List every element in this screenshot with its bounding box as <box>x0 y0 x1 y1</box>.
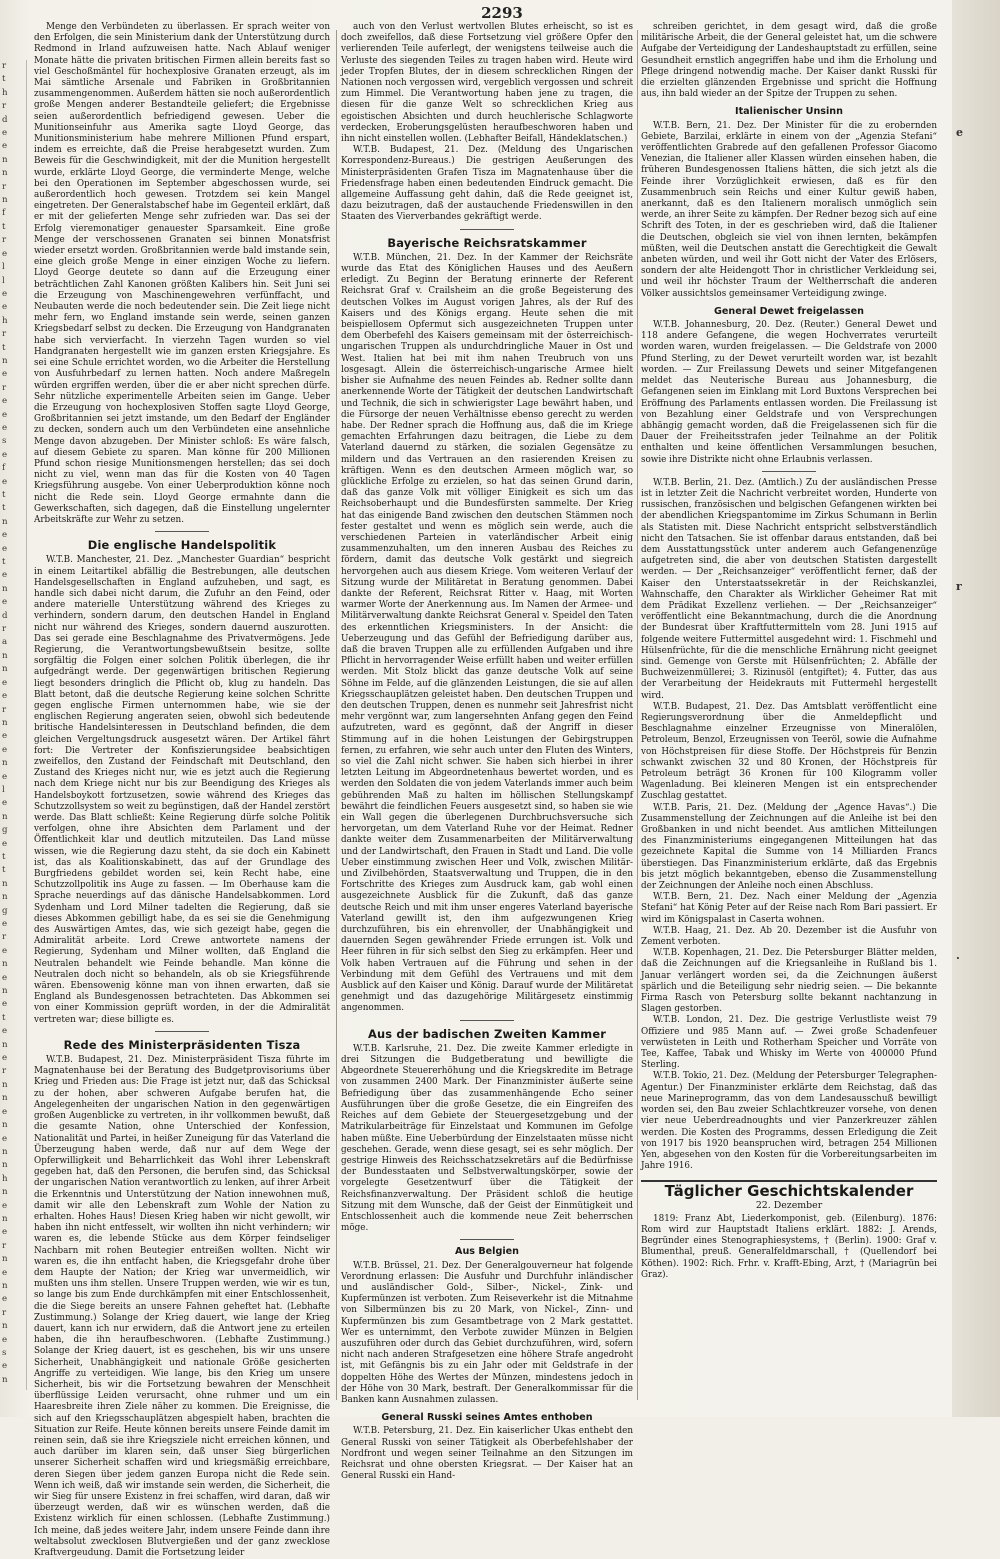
gutter-fragment: e <box>2 771 7 782</box>
gutter-fragment: n <box>2 195 8 206</box>
gutter-fragment: e <box>2 449 7 460</box>
gutter-fragment: r <box>2 181 6 192</box>
gutter-fragment: d <box>2 114 8 125</box>
gutter-fragment: r <box>2 329 6 340</box>
gutter-fragment: t <box>2 490 6 500</box>
gutter-fragment: e <box>2 530 7 541</box>
gutter-fragment: e <box>2 288 7 299</box>
news-note-berlin: W.T.B. Berlin, 21. Dez. (Amtlich.) Zu der ausländischen Presse ist in letzter Zeit die Nachricht verbreitet worden, Hunderte von russischen, französischen und belgischen Gefangenen wirkten bei der abendlichen Kriegspantomime im Zirkus Schumann in Berlin als Statisten mit. Diese Nachricht entspricht selbstverständlich nicht den Tatsachen. Sie ist offenbar daraus entstanden, daß bei dem Ausstattungsstück unter anderem auch Gefangenenzüge aufgetreten sind, die aber von deutschen Statisten dargestellt werden. — Der „Reichsanzeiger“ veröffentlicht ferner, daß der Kaiser den Unterstaatssekretär in der Reichskanzlei, Wahnschaffe, den Charakter als Wirklicher Geheimer Rat mit dem Prädikat Exzellenz verliehen. — Der „Reichsanzeiger“ veröffentlicht eine Bekanntmachung, durch die die Anordnung der Bundesrat über Kraftfuttermitteln vom 28. Juni 1915 auf folgende weitere Futtermittel ausgedehnt wird: 1. Fischmehl und Hülsenfrüchte, für die die menschliche Ernährung nicht geeignet sind. Gemenge von Gerste mit Hülsenfrüchten; 2. Abfälle der Buchweizenmüllerei; 3. Rizinusöl (entgiftet); 4. Futter, das aus der Verarbeitung der Heidekrauts mit Futtermehl hergestellt wird. <box>641 477 937 701</box>
news-note-london: W.T.B. London, 21. Dez. Die gestrige Verlustliste weist 79 Offiziere und 985 Mann auf. — Zwei große Schadenfeuer verwüsteten in Leith und Rotherham Speicher und Vorräte von Tee, Kaffee, Tabak und Whisky im Werte von 400000 Pfund Sterling. <box>641 1015 937 1071</box>
gutter-fragment: e <box>2 302 7 313</box>
gutter-fragment: n <box>2 1254 8 1265</box>
gutter-fragment: n <box>2 1146 8 1157</box>
gutter-fragment: n <box>2 664 8 675</box>
gutter-fragment: e <box>2 597 7 608</box>
gutter-fragment: t <box>2 851 6 862</box>
gutter-fragment: e <box>2 838 7 849</box>
column-rule-1 <box>336 30 337 1400</box>
gutter-fragment: e <box>2 476 7 487</box>
gutter-fragment: t <box>2 865 6 876</box>
gutter-fragment: e <box>2 1334 7 1345</box>
article-reichsratskammer-text: W.T.B. München, 21. Dez. In der Kammer der Reichsräte wurde das Etat des Königlichen Hauses und des Aeußern erledigt. Zu Beginn der Beratung erinnerte der Referent Reichsrat Graf v. Crailsheim an die große Begeisterung des deutschen Volkes im August vorigen Jahres, als der Ruf des Kaisers und des Königs ergang. Heute sehen die mit beispiellosem Opfermut sich ausgezeichneten Truppen unter dem Oberbefehl des Kaisers gemeinsam mit der österreichisch-ungarischen Truppen als undurchdringliche Mauer in Ost und West. Italien hat bei mit ihm nahen Treubruch von uns losgesagt. Allein die österreichisch-ungarische Armee hielt bisher sie Aufnahme des neuen Feindes ab. Redner sollte dann anerkennende Worte der Tätigkeit der deutschen Landwirtschaft und Technik, die sich in schwierigster Lage bewährt haben, und die Fürsorge der neuen Verhältnisse ebenso gerecht zu werden habe. Der Redner sprach die Hoffnung aus, daß die im Kriege gemachten Erfahrungen dazu beitragen, die Liebe zu dem Vaterland dauernd zu stärken, die sozialen Gegensätze zu mildern und das Vertrauen an den rasierenden Kreisen zu kräftigen. Wenn es den deutschen Armeen möglich war, so glückliche Erfolge zu erzielen, so hat das seinen Grund darin, daß das ganze Volk mit völliger Einigkeit es sich um das Reichsoberhaupt und die Bundesfürsten sammelte. Der Krieg hat das einigende Band zwischen den deutschen Stämmen noch fester gestaltet und wenn es möglich sein werde, auch die verschiedenen Parteien in vaterländischer Arbeit einig zusammenzuhalten, um den inneren Ausbau des Reiches zu fördern, damit das deutsche Volk gestärkt und siegreich hervorgehen auch aus diesem Kriege. Vom weiteren Verlauf der Sitzung wurde der Militäretat in Beratung genommen. Dabei dankte der Referent, Reichsrat Ritter v. Haag, mit Worten warmer Worte der Anerkennung aus. Im Namen der Armee- und Militärverwaltung dankte Reichsrat General v. Speidel den Taten des erkenntlichen Kriegsministers. In der Ansicht: die Ueberzeugung und das Gefühl der Befriedigung darüber aus, daß die braven Truppen alle zu erfüllenden Aufgaben und ihre Pflicht in hervorragender Weise erfüllt haben und weiter erfüllen werden. Mit Stolz blickt das ganze deutsche Volk auf seine Söhne im Felde, auf die glänzenden Leistungen, die sie auf allen Kriegsschauplätzen geleistet haben. Den deutschen Truppen und den deutschen Truppen, denen es nunmehr seit Jahresfrist nicht mehr vergönnt war, zum langersehnten Anfang gegen den Feind aufzutreten, ward es gegönnt, daß der Angriff in dieser Stimmung auf in die hohen Leistungen der Gebirgstruppen fernen, zu erfahren, wie sehr auch unter den Fluten des Winters, so viel die Zahl nicht schwer. Sie haben sich hierbei in ihrer letzten Leitung im Abgeordnetenhaus bewertet worden, und es werden den Soldaten die von jedem Vaterlands immer auch beim gebührenden Maß zu halten im höllischen Stellungskampf bewährt die feindlichen Feuers ausgesetzt sind, so haben sie wie ein Wall gegen die überlegenen Durchbruchsversuche sich hervorgetan, um dem Vaterland Ruhe vor der Heimat. Redner dankte weiter dem Zusammenarbeiten der Militärverwaltung und der Landwirtschaft, den Frauen in Stadt und Land. Die volle Ueber einstimmung zwischen Heer und Volk, zwischen Militär- und Zivilbehörden, Staatsverwaltung und Truppen, die in den Fortschritte des Krieges zum Ausdruck kam, gab wohl einen ausgezeichnete Ausblick für die Zukunft, daß das ganze deutsche Reich und mit ihm unser engeres Vaterland bayerische Vaterland gewillt ist, den ihm aufgezwungenen Krieg durchzuführen, bis ein ehrenvoller, der Unabhängigkeit und dauernden Segen gewährender Friede errungen ist. Volk und Heer führen in für sich selbst den Sieg zu erkämpfen. Heer und Volk haben Vertrauen auf die Führung und sehen in der Verbindung mit dem Gefühl des Vertrauens und mit dem Ausblick auf den Kaiser und König. Darauf wurde der Militäretat genehmigt und das dazugehörige Militärgesetz einstimmig angenommen. <box>341 252 633 1014</box>
gutter-fragment: n <box>2 758 8 769</box>
gutter-fragment: e <box>2 141 7 152</box>
article-budapest-korrespondenz: W.T.B. Budapest, 21. Dez. (Meldung des Ungarischen Korrespondenz-Bureaus.) Die gestrigen Aeußerungen des Ministerpräsidenten Grafen Tisza im Magnatenhause über die Friedensfrage haben einen bedeutenden Eindruck gemacht. Die allgemeine Auffassung geht dahin, daß die Rede geeignet ist, dazu beizutragen, daß der austauchende Friedenswillen in den Staaten des Vierverbandes gekräftigt werde. <box>341 145 633 223</box>
gutter-fragment: e <box>2 248 7 259</box>
gutter-fragment: r <box>2 932 6 943</box>
gutter-fragment: t <box>2 221 6 232</box>
gutter-fragment: l <box>2 275 5 286</box>
gutter-fragment: e <box>2 1361 7 1372</box>
headline-belgien: Aus Belgien <box>455 1246 519 1258</box>
calendar-entries: 1819: Franz Abt, Liederkomponist, geb. (Eilenburg). 1876: Rom wird zur Hauptstadt Italiens erklärt. 1882: J. Arends, Begründer eines Stenographiesystems, † (Berlin). 1900: Graf v. Blumenthal, preuß. Generalfeldmarschall, † (Quellendorf bei Köthen). 1902: Rich. Frhr. v. Krafft-Ebing, Arzt, † (Mariagrün bei Graz). <box>641 1213 937 1280</box>
gutter-fragment: l <box>2 262 5 273</box>
column-1 <box>34 22 330 1559</box>
gutter-fragment: e <box>2 1267 7 1278</box>
gutter-fragment: n <box>2 1280 8 1291</box>
headline-italien: Italienischer Unsinn <box>735 106 843 118</box>
gutter-fragment: e <box>2 409 7 420</box>
page-number: 2293 <box>481 4 523 22</box>
article-handelspolitik-text: W.T.B. Manchester, 21. Dez. „Manchester Guardian“ bespricht in einem Leitartikel abfällig die Bestrebungen, alle deutschen Handelsgesellschaften in England aufzuheben, und sagt, es handle sich dabei nicht darum, die Zufuhr an den Feind, oder andere materielle Unterstützung während des Krieges zu verhindern, sondern darum, den deutschen Handel in England nicht nur während des Krieges, sondern dauernd auszurotten. Das sei gerade eine Beschlagnahme des Privatvermögens. Jede Regierung, die Verantwortungsbewußtsein besitze, sollte sorgfältig die Folgen einer solchen Politik überlegen, die ihr aufgedrängt werde. Der gegenwärtigen britischen Regierung liegt besonders dringlich die Pflicht ob, klug zu handeln. Das Blatt betont, daß die deutsche Regierung keine solchen Schritte gegen englische Firmen unternommen habe, wie sie der englischen Regierung angeraten seien, obwohl sich bedeutende britische Handelsinteressen in Deutschland befinden, die dem gleichen Vergeltungsdruck ausgesetzt wären. Der Artikel fährt fort: Die Vertreter der Konfiszierungsidee beabsichtigen zweifellos, den Zustand der Feindschaft mit Deutschland, den Zustand des Krieges nicht nur, wie es jetzt auch die Regierung nach dem Kriege nicht nur bis zur Beendigung des Krieges als Handelsboykott fortzusetzen, sowie während des Krieges das Schutzzollsystem so weit zu begünstigen, daß der Handel zerstört werde. Das Blatt schließt: Keine Regierung dürfe solche Politik verfolgen, ohne ihre Absichten dem Parlament und der Öffentlichkeit klar und deutlich mitzuteilen. Das Land müsse wissen, wie die Regierung dazu steht, da sie doch ein Kabinett ist, das als Koalitionskabinett, das auf der Grundlage des Burgfriedens gebildet worden sei, kein Recht habe, eine Schutzzollpolitik ins Auge zu fassen. — Im Oberhause kam die Sprache neuerdings auf das dänische Handelsabkommen. Lord Sydenham und Lord Milner tadelten die Regierung, daß sie dieses Abkommen gebilligt habe, da es sei sie die Genehmigung des Auswärtigen Amtes, das, wie sich gezeigt habe, gegen die Admiralität arbeite. Lord Crewe antwortete namens der Regierung, Sydenham und Milner wollten, daß England die Neutralen behandelt wie Feinde behandle. Man könne die Neutralen doch nicht so behandeln, als ob sie Kriegsführende wären. Ebensowenig könne man von ihnen erwarten, daß sie England als Bundesgenossen betrachteten. Das Abkommen sei von einer Kommission geprüft worden, in der die Admiralität vertreten war; diese billigte es. <box>34 555 330 1025</box>
article-tisza-continued: auch von den Verlust wertvollen Blutes erheischt, so ist es doch zweifellos, daß diese Fortsetzung viel größere Opfer den verlierenden Teile auferlegt, der wenigstens teilweise auch die Verluste des siegenden Teiles zu tragen haben wird. Heute wird jeder Tropfen Blutes, der in diesem schrecklichen Ringen der Nationen noch vergossen wird, vergeblich vergossen und schreit zum Himmel. Die Verantwortung haben jene zu tragen, die diesen für die ganze Welt so schrecklichen Krieg aus egoistischen Absichten und durch heuchlerische Schlagworte verdecken, Eroberungsgelüsten heraufbeschworen haben und ihn nicht einstellen wollen. (Lebhafter Beifall, Händeklatschen.) <box>341 22 633 145</box>
headline-badische-kammer: Aus der badischen Zweiten Kammer <box>367 1026 607 1041</box>
gutter-fragment: t <box>2 503 6 514</box>
column-3 <box>641 22 937 1407</box>
edge-fragment: e <box>956 126 963 139</box>
gutter-fragment: d <box>2 610 8 621</box>
gutter-fragment: r <box>2 1066 6 1077</box>
gutter-fragment: n <box>2 583 8 594</box>
article-russki-text: W.T.B. Petersburg, 21. Dez. Ein kaiserlicher Ukas enthebt den General Russki von seiner Tätigkeit als Oberbefehlshaber der Nordfront und wegen seiner Teilnahme an den Sitzungen im Reichsrat und ohne obersten Kriegsrat. — Der Kaiser hat an General Russki ein Hand- <box>341 1426 633 1482</box>
gutter-fragment: e <box>2 422 7 433</box>
gutter-fragment: e <box>2 1053 7 1064</box>
gutter-fragment: n <box>2 811 8 822</box>
gutter-fragment: n <box>2 1374 8 1385</box>
gutter-fragment: e <box>2 691 7 702</box>
divider <box>155 1031 209 1032</box>
gutter-fragment: r <box>2 61 6 71</box>
gutter-fragment: e <box>2 731 7 742</box>
gutter-fragment: e <box>2 570 7 581</box>
gutter-fragment: n <box>2 1120 8 1131</box>
gutter-fragment: n <box>2 986 8 997</box>
divider <box>460 1239 514 1240</box>
article-badische-kammer-text: W.T.B. Karlsruhe, 21. Dez. Die zweite Kammer erledigte in drei Sitzungen die Budgetberatung und bewilligte die Abgeordnete Steuererhöhung und die Kriegskredite im Betrage von zusammen 2400 Mark. Der Finanzminister äußerte seine Befriedigung über das zusammenhängende Echo seiner Ausführungen über die große Gesetze, die ein Eingreifen des Reiches auf dem Gebiete der Steuergesetzgebung und der Matrikularbeiträge für Einzelstaat und Kommunen im Gefolge haben müßte. Eine Ueberbürdung der Einzelstaaten müsse nicht geschehen. Gerade, wenn diese gesagt, sei es sehr möglich. Der gestrige Hinweis des Reichsschatzsekretärs auf die Bedürfnisse der Bundesstaaten und Selbstverwaltungskörper, sowie der vorgelegte Gesetzentwurf über die Tätigkeit der Reichsfinanzverwaltung. Der Präsident schloß die heutige Sitzung mit dem Wunsche, daß der Geist der Einmütigkeit und Entschlossenheit auch die kommende neue Zeit beherrschen möge. <box>341 1043 633 1234</box>
gutter-fragment: a <box>2 637 7 648</box>
news-note-bern: W.T.B. Bern, 21. Dez. Nach einer Meldung der „Agenzia Stefani“ hat König Peter auf der Reise nach Rom Bari passiert. Er wird im Königspalast in Caserta wohnen. <box>641 892 937 925</box>
gutter-fragment: e <box>2 999 7 1010</box>
news-note-haag: W.T.B. Haag, 21. Dez. Ab 20. Dezember ist die Ausfuhr von Zement verboten. <box>641 925 937 948</box>
column-2 <box>341 22 633 1482</box>
gutter-fragment: n <box>2 878 8 889</box>
next-page-edge <box>952 0 1000 1417</box>
gutter-fragment: e <box>2 369 7 380</box>
gutter-fragment: n <box>2 168 8 179</box>
calendar-title: Täglicher Geschichtskalender <box>664 1182 914 1201</box>
gutter-fragment: t <box>2 1012 6 1023</box>
gutter-fragment: e <box>2 1200 7 1211</box>
gutter-fragment: e <box>2 919 7 929</box>
column-rule-2 <box>637 30 638 1400</box>
news-note-kopenhagen: W.T.B. Kopenhagen, 21. Dez. Die Petersburger Blätter melden, daß die Zeichnungen auf die Kriegsanleihe in Rußland bis 1. Januar verlängert worden sei, da die Zeichnungen äußerst spärlich und die Beteiligung sehr niedrig seien. — Die bekannte Firma Rasch von Petersburg sollte bekannt nachtanzung in Slagen gestorben. <box>641 948 937 1015</box>
gutter-fragment: r <box>2 1240 6 1251</box>
divider <box>460 1020 514 1021</box>
gutter-fragment: e <box>2 798 7 809</box>
gutter-fragment: t <box>2 342 6 353</box>
gutter-fragment: n <box>2 1039 8 1050</box>
edge-fragment: r <box>956 580 962 593</box>
gutter-fragment: l <box>2 784 5 795</box>
gutter-fragment: e <box>2 677 7 688</box>
gutter-fragment: n <box>2 1079 8 1090</box>
gutter-fragment: s <box>2 436 7 447</box>
news-note-budapest: W.T.B. Budapest, 21. Dez. Das Amtsblatt veröffentlicht eine Regierungsverordnung über die Anmeldepflicht und Beschlagnahme einzelner Erzeugnisse von Mineralölen, Petroleum, Benzol, Erzeugnissen von Teeröl, sowie die Aufnahme von Höchstpreisen für diese Stoffe. Der Höchstpreis für Benzin schwankt zwischen 32 und 80 Kronen, der Höchstpreis für Petroleum beträgt 36 Kronen für 100 Kilogramm voller Wagenladung. Bei kleineren Mengen ist ein entsprechender Zuschlag gestattet. <box>641 701 937 802</box>
gutter-fragment: s <box>2 1348 7 1358</box>
gutter-fragment: n <box>2 892 8 903</box>
gutter-fragment: n <box>2 1160 8 1171</box>
calendar-date: 22. Dezember <box>755 1199 823 1211</box>
gutter-fragment: n <box>2 154 8 165</box>
gutter-fragment: e <box>2 128 7 139</box>
gutter-fragment: n <box>2 1093 8 1104</box>
gutter-fragment: f <box>2 463 5 474</box>
gutter-fragment: n <box>2 1321 8 1332</box>
article-russki-continued: schreiben gerichtet, in dem gesagt wird, daß die große militärische Arbeit, die der General geleistet hat, um die schwere Aufgabe der Verteidigung der Landeshauptstadt zu erfüllen, seine Gesundheit ernstlich angegriffen habe und ihm die Erholung und Pflege dringend notwendig mache. Der Kaiser dankt Russki für die erzielten glänzenden Ergebnisse und spricht die Hoffnung aus, ihn bald wieder an der Spitze der Truppen zu sehen. <box>641 22 937 100</box>
gutter-fragment: f <box>2 208 5 219</box>
gutter-fragment: n <box>2 1213 8 1224</box>
headline-tisza: Rede des Ministerpräsidenten Tisza <box>63 1037 301 1052</box>
news-note-paris: W.T.B. Paris, 21. Dez. (Meldung der „Agence Havas“.) Die Zusammenstellung der Zeichnungen auf die Anleihe ist bei den Großbanken in und nicht beendet. Aus amtlichen Mitteilungen des Finanzministeriums eingegangenen Mitteilungen hat das gezeichnete Kapital die Summe von 14 Milliarden Francs überstiegen. Das Finanzministerium erklärte, daß das Ergebnis bis jetzt möglich bekanntgeben, ebenso die Zusammenstellung der Zeichnungen der Anleihe noch einen Abschluss. <box>641 802 937 892</box>
headline-dewet: General Dewet freigelassen <box>714 305 864 317</box>
gutter-fragment: n <box>2 355 8 366</box>
article-tisza-text: W.T.B. Budapest, 21. Dez. Ministerpräsident Tisza führte im Magnatenhause bei der Beratung des Budgetprovisoriums über Krieg und Frieden aus: Die Frage ist jetzt nur, daß das Schicksal zu der hohen, aber schweren Aufgabe berufen hat, die Angelegenheiten der ungarischen Nation in den gegenwärtigen großen Augenblicke zu vertreten, in ihr vollkommen bewußt, daß die gesamte Nation, ohne Unterschied der Konfession, Nationalität und Partei, in heißer Zuneigung für das Vaterland die Überzeugung haben werde, daß nur auf dem Wege der Opferwilligkeit und Beharrlichkeit das Wohl ihrer Lebenskraft gegeben hat, daß den Personen, die berufen sind, das Schicksal der ungarischen Nation verantwortlich zu lenken, auf ihrer Arbeit die Erkenntnis und Unterstützung der Nation innewohnen muß, damit wir alle den Lebenskraft zum Wohle der Nation zu erhalten. Hohes Haus! Diesen Krieg haben wir nicht gewollt, wir haben ihn nicht entfesselt, wir wollten ihn nicht verhindern; wir waren es, die lebende Stücke aus dem Körper feindseliger Nachbarn mit rohen Beutegier entreißen wollten. Nicht wir waren es, die ihn entfacht haben, die Kriegsgefahr drohe über dem Haupte der Nation; der Krieg war unvermeidlich, wir mußten uns ihm stellen. Unsere Truppen werden, wie wir es tun, so lange bis zum Ende durchkämpfen mit einer Entschlossenheit, die die Siege bereits an unsere Fahnen geheftet hat. (Lebhafte Zustimmung.) Solange der Krieg dauert, wie lange der Krieg dauert, kann ich nur erwidern, daß die Antwort jene zu erteilen haben, die ihn heraufbeschworen. (Lebhafte Zustimmung.) Solange der Krieg dauert, ist es geschehen, bis wir uns unsere Sicherheit, Unabhängigkeit und nationale Größe gesicherten Angriffe zu verteidigen. Wie lange, bis den Krieg um unsere Sicherheit, bis wir die Fortsetzung bewahren der Menschheit überflüssige Leiden verursacht, ohne ruhmer und um ein Haaresbreite ihren Ziele näher zu kommen. Die Ereignisse, die sich auf den Kriegsschauplätzen abgespielt haben, brachten die Situation zur Reife. Heute können bereits unsere Feinde damit im reinen sein, daß sie ihre Kriegsziele nicht erreichen können, und auch darüber im klaren sein, daß unser Sieg bürgerlichen unserer Sicherheit schaffen wird und kriegsmäßig erreichbare, deren Siegen über jedem ganzen Europa nicht die Rede sein. Wenn ich weiß, daß wir imstande sein werden, die Sicherheit, die wir Sieg für unsere Existenz in frei schaffen, wird daran, daß wir überzeugt werden, daß wir es wünschen werden, daß die Existenz wirklich für einen schlossen. (Lebhafte Zustimmung.) Ich meine, daß jedes weitere Jahr, indem unsere Feinde dann ihre weltabsolut zwecklosen Blutvergießen und der ganz zwecklose Kraftvergeudung. Damit die Fortsetzung leider <box>34 1055 330 1559</box>
gutter-fragment: r <box>2 101 6 112</box>
gutter-fragment: r <box>2 235 6 246</box>
article-belgien-text: W.T.B. Brüssel, 21. Dez. Der Generalgouverneur hat folgende Verordnung erlassen: Die Ausfuhr und Durchfuhr inländischer und ausländischer Gold-, Silber-, Nickel-, Zink- und Kupfermünzen ist verboten. Zum Reiseverkehr ist die Mitnahme von Silbermünzen bis zu 20 Mark, von Nickel-, Zinn- und Kupfermünzen bis zum Gesamtbetrage von 2 Mark gestattet. Wer es unternimmt, den Verbote zuwider Münzen in Belgien auszuführen oder durch das Gebiet durchzuführen, wird, sofern nicht nach anderen Strafgesetzen eine höhere Strafe angedroht ist, mit Gefängnis bis zu ein Jahr oder mit Geldstrafe in der doppelten Höhe des Wertes der Münzen, mindestens jedoch in der Höhe von 30 Mark, bestraft. Der Generalkommissar für die Banken kann Ausnahmen zulassen. <box>341 1260 633 1405</box>
gutter-fragment: e <box>2 1294 7 1305</box>
gutter-fragment: h <box>2 315 8 326</box>
gutter-fragment: n <box>2 1187 8 1198</box>
gutter-fragment: e <box>2 1133 7 1144</box>
gutter-fragment: r <box>2 624 6 635</box>
gutter-fragment: e <box>2 1227 7 1238</box>
gutter-fragment: n <box>2 650 8 661</box>
divider <box>155 531 209 532</box>
gutter-fragment: n <box>2 516 8 527</box>
gutter-fragment: r <box>2 704 6 715</box>
headline-russki: General Russki seines Amtes enthoben <box>381 1412 593 1424</box>
divider <box>762 471 816 472</box>
gutter-fragment: e <box>2 396 7 407</box>
gutter-fragment: e <box>2 543 7 554</box>
gutter-fragment: e <box>2 1106 7 1117</box>
gutter-fragment: e <box>2 1026 7 1037</box>
edge-fragment: · <box>956 952 960 965</box>
gutter-fragment: h <box>2 87 8 98</box>
gutter-fragment: h <box>2 1173 8 1184</box>
gutter-fragment: t <box>2 74 6 85</box>
gutter-fragment: r <box>2 1307 6 1318</box>
gutter-fragment: e <box>2 972 7 983</box>
previous-page-gutter <box>0 60 27 1390</box>
gutter-fragment: t <box>2 557 6 568</box>
gutter-fragment: e <box>2 945 7 956</box>
gutter-fragment: n <box>2 717 8 728</box>
headline-handelspolitik: Die englische Handelspolitik <box>87 538 277 553</box>
divider <box>460 229 514 230</box>
article-munition-text: Menge den Verbündeten zu überlassen. Er sprach weiter von den Erfolgen, die sein Ministerium dank der Unterstützung durch Redmond in Irland aufzuweisen hatte. Nach Ablauf weniger Monate hätte die privaten britischen Firmen allein bereits fast so viel Geschoßmäntel für hochexplosive Granaten erzeugt, als im Mai sämtliche Arsenale und Fabriken in Großbritannien zusammengenommen. Außerdem hätten sie noch außerordentlich große Mengen anderer Bestandteile geliefert; die Ergebnisse seien außerordentlich befriedigend gewesen. Ueber die Munitionseinfuhr aus Amerika sagte Lloyd George, das Munitionsministerium habe mehrere Millionen Pfund erspart, indem es erreichte, daß die Preise herabgesetzt wurden. Zum Beweis für die Geschwindigkeit, mit der die Munition hergestellt wurde, erklärte Lloyd George, die verminderte Menge, welche bei den Operationen im September abgeschossen wurde, sei außerordentlich hoch gewesen. Trotzdem sei kein Mangel eingetreten. Der Generalstabschef habe im Gegenteil erklärt, daß er mit der gelieferten Menge sehr zufrieden war. Das sei der Erfolg vieremonatiger genauester Sparsamkeit. Eine große Menge der verschossenen Granaten sei binnen Monatsfrist wieder ersetzt worden. Großbritannien werde bald imstande sein, eine gleich große Menge in einer einzigen Woche zu liefern. Lloyd George deutete so dann auf die Erzeugung einer beträchtlichen Zahl Kanonen größten Kalibers hin. Seit Juni sei die Erzeugung von Maschinengewehren verfünffacht, und Neubauten werde die noch bedeutender sein. Die Zeit liege nicht mehr fern, wo England imstande sein werde, seinen ganzen Kriegsbedarf selbst zu decken. Die Erzeugung von Handgranaten habe sich vervierfacht. In vierzehn Tagen wurden so viel Handgranaten hergestellt wie im ganzen ersten Kriegsjahre. Es sei eine Schule errichtet worden, wo die Arbeiter die Herstellung von Ausfuhrbedarf zu lernen hatten. Noch andere Maßregeln würden ergriffen werden, über die er aber nicht sprechen dürfe. Sehr nützliche experimentelle Arbeiten seien im Gange. Ueber die Erzeugung von hochexplosiven Stoffen sagte Lloyd George, Großbritannien sei jetzt imstande, um den Bedarf der Engländer zu decken, sondern auch um den Verbündeten eine ansehnliche Menge davon abzugeben. Der Minister schloß: Es wäre falsch, auf diesem Gebiete zu sparen. Man könne für 200 Millionen Pfund schon riesige Munitionsmengen herstellen; das sei doch nicht zu viel, wenn man das für die Kosten von 40 Tagen Kriegsführung ausgebe. Von einer Ueberproduktion könne noch nicht die Rede sein. Lloyd George ermahnte dann die Gewerkschaften, sich dagegen, daß die Einstellung ungelernter Arbeitskräfte zur Wehr zu setzen. <box>34 22 330 525</box>
gutter-fragment: e <box>2 744 7 755</box>
article-dewet-text: W.T.B. Johannesburg, 20. Dez. (Reuter.) General Dewet und 118 andere Gefangene, die wegen Hochverrates verurteilt worden waren, wurden freigelassen. — Die Geldstrafe von 2000 Pfund Sterling, zu der Dewet verurteilt worden war, ist bezahlt worden. — Zur Freilassung Dewets und seiner Mitgefangenen meldet das Neuterische Bureau aus Johannesburg, die Gefangenen seien im Einklang mit Lord Buxtons Versprechen bei Eröffnung des Parlaments entlassen worden. Die Freilassung ist von Bezahlung einer Geldstrafe und von Versprechungen abhängig gemacht worden, daß die Freigelassenen sich für die Dauer der Freiheitsstrafen jeder Teilnahme an der Politik enthalten und keine öffentlichen Versammlungen besuchen, sowie ihre Distrikte nicht ohne Erlaubnis verlassen. <box>641 320 937 465</box>
article-italien-text: W.T.B. Bern, 21. Dez. Der Minister für die zu erobernden Gebiete, Barzilai, erklärte in einem von der „Agenzia Stefani“ veröffentlichten Grabrede auf den gefallenen Professor Giacomo Venezian, die Italiener aller Klassen würden einsehen haben, die früheren Bundesgenossen Italiens hätten, die sich jetzt als die Feinde ihrer Vorzüglichkeit erwiesen, daß es für den Zusammenbruch sein Reichs und einer Kultur gewiß haben, anerkannt, daß es den Italienern moralisch unmöglich sein werde, an ihrer Seite zu kämpfen. Der Redner bezog sich auf eine Schrift des Toten, in der es geschrieben wird, daß die Italiener die Deutschen, obgleich sie viel von ihnen lernten, bekämpfen müßten, weil die Deutschen anstatt die Gerechtigkeit die Gewalt anbeten würden, und weil ihr Gott nicht der Vater des Erlösers, sondern der alte Heidengott Thor in christlicher Verkleidung sei, und weil ihr höchster Traum der Weltherrschaft die anderen Völker aussichtslos gemeinsamer Verteidigung zwinge. <box>641 120 937 299</box>
gutter-fragment: r <box>2 382 6 393</box>
headline-reichsratskammer: Bayerische Reichsratskammer <box>387 235 587 250</box>
gutter-fragment: g <box>2 905 8 916</box>
news-note-tokio: W.T.B. Tokio, 21. Dez. (Meldung der Petersburger Telegraphen-Agentur.) Der Finanzminister erklärte dem Reichstag, daß das neue Marineprogramm, das von dem Landesausschuß bewilligt worden sei, den Bau zweier Schlachtkreuzer vorsehe, von denen vier neue Ueberdreadnoughts und vier Panzerkreuzer zählen werden. Die Kosten des Programms, dessen Erledigung die Zeit von 1917 bis 1920 beanspruchen wird, betragen 254 Millionen Yen, abgesehen von den Kosten für die Vorbereitungsarbeiten im Jahre 1916. <box>641 1071 937 1172</box>
gutter-fragment: g <box>2 825 8 836</box>
gutter-fragment: n <box>2 959 8 970</box>
